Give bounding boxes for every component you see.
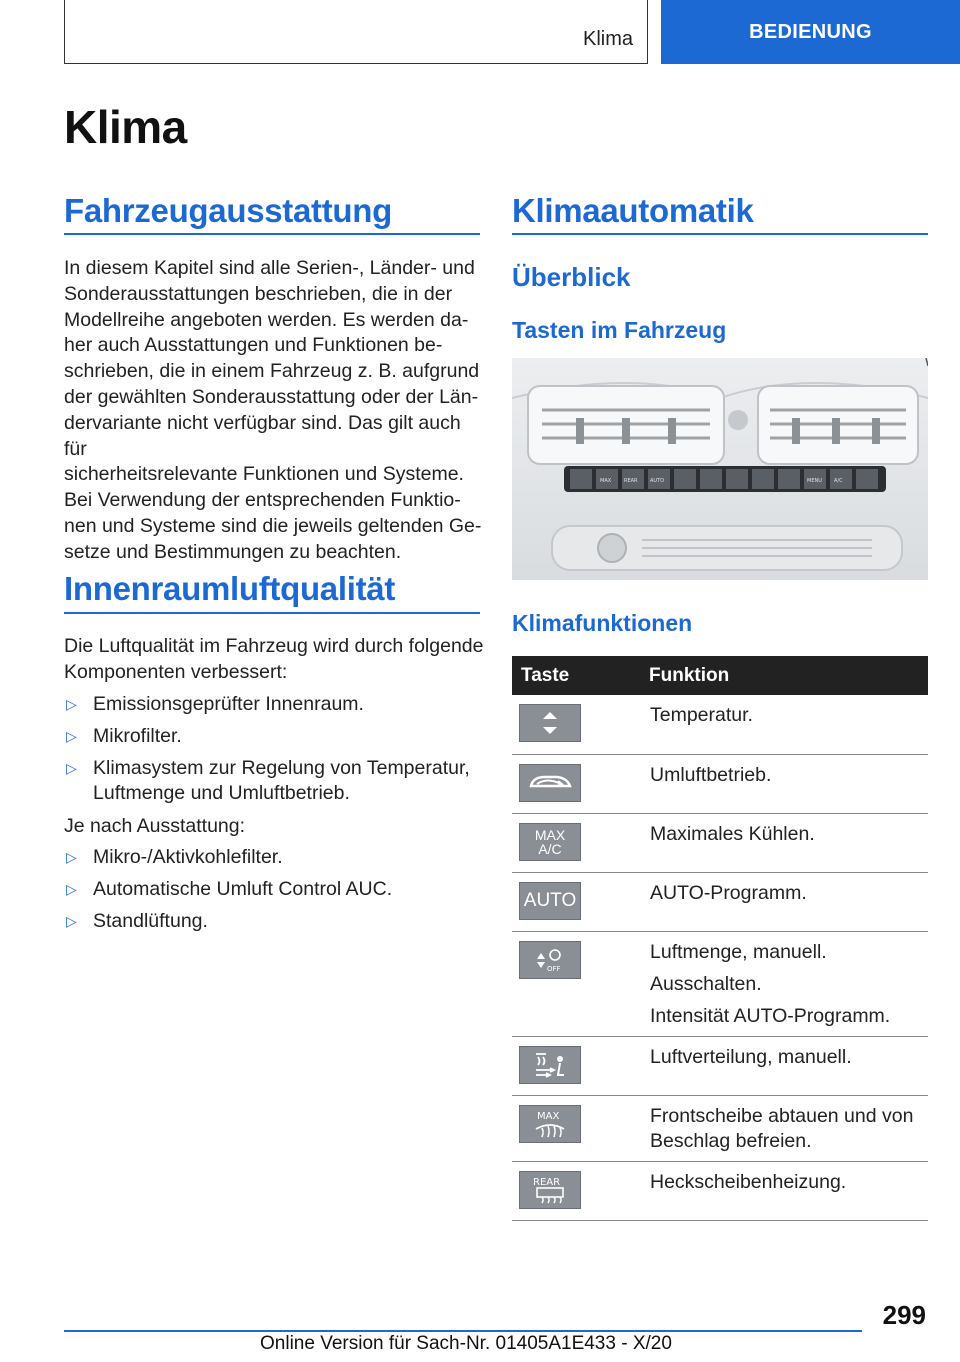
heading-innenraumluftqualitaet: Innenraumluftqualität (64, 570, 396, 607)
svg-text:MAX: MAX (600, 478, 612, 484)
heading-fahrzeugausstattung: Fahrzeugausstattung (64, 192, 392, 229)
table-row: MAX A/C Maximales Kühlen. (512, 813, 928, 872)
climate-panel-photo (512, 358, 928, 580)
list-item: ▷ Mikro-/Aktivkohlefilter. (64, 845, 484, 871)
svg-text:REAR: REAR (624, 478, 638, 484)
table-header-funktion: Funktion (637, 656, 928, 695)
page-number: 299 (882, 1300, 926, 1330)
table-header-row (512, 656, 928, 695)
recirculation-car-icon (519, 764, 581, 802)
list-optional (64, 845, 484, 940)
heading-rule (64, 233, 480, 235)
heading-klimafunktionen: Klimafunktionen (512, 610, 693, 636)
table-row: Temperatur. (512, 695, 928, 754)
svg-text:REAR: REAR (533, 1176, 561, 1188)
paragraph-fahrzeugausstattung: In diesem Kapitel sind alle Serien-, Länder- und Sonderausstattungen beschrieben, die in der Modellreihe angeboten werden. Es werden da- her auch Ausstattungen und Funktionen be- schrieben, die in einem Fahrzeug z. B. aufgrund der gewählten Sonderausstattung oder der Län- dervariante nicht verfügbar sind. Das gilt auch für sicherheitsrelevante Funktionen und Systeme. Bei Verwendung der entsprechenden Funktio- nen und Systeme sind die jeweils geltenden Ge- setze und Bestimmungen zu beachten. (64, 257, 482, 563)
bullet-triangle-icon: ▷ (66, 696, 77, 712)
svg-text:A/C: A/C (834, 478, 843, 484)
bullet-triangle-icon: ▷ (66, 759, 77, 776)
fan-off-icon (519, 941, 581, 979)
svg-text:MAX: MAX (537, 1110, 560, 1122)
heading-rule (512, 233, 928, 235)
table-row: AUTO AUTO-Programm. (512, 872, 928, 931)
svg-text:AUTO: AUTO (650, 478, 665, 484)
footer-text: Online Version für Sach-Nr. 01405A1E433 - X/20 (260, 1333, 672, 1354)
header-chapter: Klima (582, 28, 633, 50)
bullet-triangle-icon: ▷ (66, 849, 77, 865)
list-item: ▷ Emissionsgeprüfter Innenraum. (64, 692, 484, 718)
rear-defrost-icon (519, 1171, 581, 1209)
heading-tasten-im-fahrzeug: Tasten im Fahrzeug (512, 317, 727, 343)
paragraph-luftqualitaet-intro: Die Luftqualität im Fahrzeug wird durch folgende Komponenten verbessert: (64, 635, 484, 683)
footer-rule (64, 1330, 862, 1332)
header-section-tab: BEDIENUNG (661, 0, 960, 64)
temperature-arrows-icon (519, 704, 581, 742)
header-chapter-box (64, 0, 648, 64)
heading-rule (64, 612, 480, 614)
max-defrost-icon (519, 1105, 581, 1143)
table-row: Umluftbetrieb. (512, 754, 928, 813)
climate-functions-table (512, 656, 928, 1221)
heading-ueberblick: Überblick (512, 262, 631, 292)
svg-text:MENU: MENU (807, 478, 822, 484)
bullet-triangle-icon: ▷ (66, 727, 77, 744)
table-header-taste: Taste (512, 656, 637, 695)
page-title: Klima (64, 101, 187, 153)
heading-klimaautomatik: Klimaautomatik (512, 192, 754, 229)
list-item: ▷ Automatische Umluft Control AUC. (64, 877, 484, 903)
auto-icon: AUTO (519, 882, 581, 920)
list-item: ▷ Klimasystem zur Regelung von Temperatur, Luftmenge und Umluftbetrieb. (66, 756, 470, 805)
bullet-triangle-icon: ▷ (66, 880, 77, 897)
table-row: MAX Frontscheibe abtauen und von Beschlag befreien. (512, 1095, 928, 1161)
bullet-triangle-icon: ▷ (66, 912, 77, 929)
svg-text:OFF: OFF (547, 964, 561, 973)
air-distribution-icon (519, 1046, 581, 1084)
table-row: Luftverteilung, manuell. (512, 1036, 928, 1095)
paragraph-je-nach-ausstattung: Je nach Ausstattung: (64, 815, 246, 837)
list-item: ▷ Standlüftung. (64, 909, 484, 935)
max-ac-icon: MAX A/C (519, 823, 581, 861)
list-components (64, 692, 484, 813)
table-row: REAR Heckscheibenheizung. (512, 1161, 928, 1220)
list-item: ▷ Mikrofilter. (64, 724, 484, 750)
table-row: OFF Luftmenge, manuell. Ausschalten. Intensität AUTO-Programm. (512, 931, 928, 1036)
